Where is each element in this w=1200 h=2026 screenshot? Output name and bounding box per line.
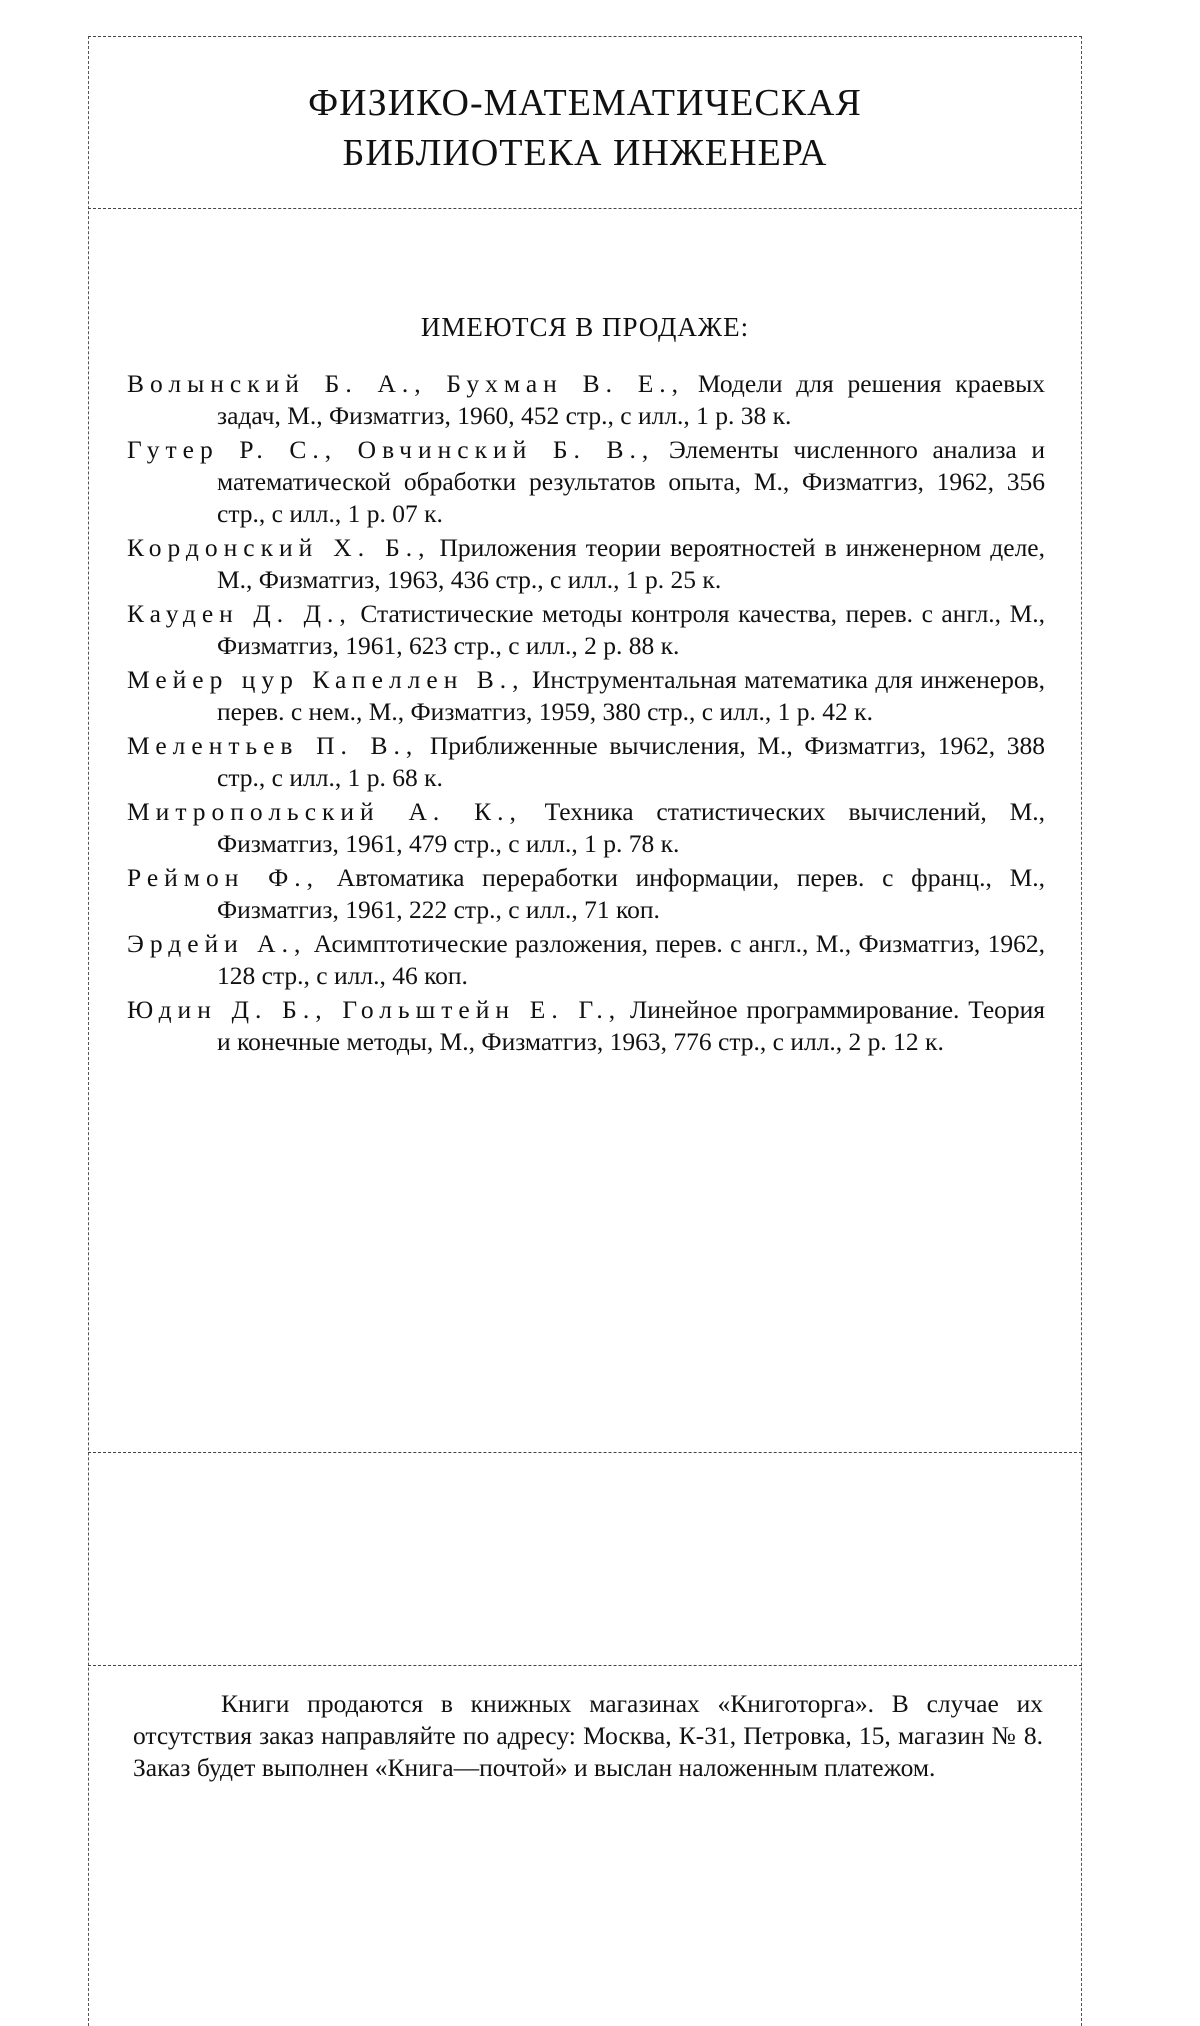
book-author: Гутер Р. С., Овчинский Б. В., <box>127 435 655 464</box>
book-details: Инструментальная математика для инженеров, перев. с нем., М., Физматгиз, 1959, 380 стр., с илл., 1 р. 42 к. <box>217 665 1046 726</box>
ordering-notice: Книги продаются в книжных магазинах «Книготорга». В случае их отсутствия заказ направляйте по адресу: Москва, К-31, Петровка, 15, магазин № 8. Заказ будет выполнен «Книга—почтой» и выслан наложенным платежом. <box>133 1689 1043 1782</box>
book-details: Модели для решения краевых задач, М., Физматгиз, 1960, 452 стр., с илл., 1 р. 38 к. <box>217 369 1045 430</box>
book-details: Приложения теории вероятностей в инженерном деле, М., Физматгиз, 1963, 436 стр., с илл., 1 р. 25 к. <box>217 533 1045 594</box>
book-author: Волынский Б. А., Бухман В. Е., <box>127 369 685 398</box>
book-author: Юдин Д. Б., Гольштейн Е. Г., <box>127 995 622 1024</box>
book-details: Автоматика переработки информации, перев. с франц., М., Физматгиз, 1961, 222 стр., с илл., 71 коп. <box>217 863 1046 924</box>
book-details: Элементы численного анализа и математической обработки результатов опыта, М., Физматгиз, 1962, 356 стр., с илл., 1 р. 07 к. <box>217 435 1045 528</box>
book-author: Реймон Ф., <box>127 863 320 892</box>
book-author: Мелентьев П. В., <box>127 731 419 760</box>
book-entry <box>127 532 1045 596</box>
book-entry <box>127 928 1045 992</box>
book-entry <box>127 994 1045 1058</box>
book-entry <box>127 664 1045 728</box>
frame-bottom-border <box>88 1665 1082 1666</box>
section-title: ИМЕЮТСЯ В ПРОДАЖЕ: <box>420 312 750 342</box>
book-entry <box>127 434 1045 530</box>
book-entry <box>127 730 1045 794</box>
footer-divider <box>88 1452 1082 1453</box>
book-details: Асимптотические разложения, перев. с англ., М., Физматгиз, 1962, 128 стр., с илл., 46 коп. <box>217 929 1046 990</box>
book-details: Приближенные вычисления, М., Физматгиз, 1962, 388 стр., с илл., 1 р. 68 к. <box>217 731 1046 792</box>
book-author: Кауден Д. Д., <box>127 599 352 628</box>
book-details: Линейное программирование. Теория и конечные методы, М., Физматгиз, 1963, 776 стр., с илл., 2 р. 12 к. <box>217 995 1046 1056</box>
title-line-2: БИБЛИОТЕКА ИНЖЕНЕРА <box>342 132 828 174</box>
book-entry <box>127 862 1045 926</box>
book-author: Кордонский Х. Б., <box>127 533 431 562</box>
book-list <box>127 368 1045 1060</box>
book-author: Эрдейи А., <box>127 929 307 958</box>
book-details: Техника статистических вычислений, М., Физматгиз, 1961, 479 стр., с илл., 1 р. 78 к. <box>217 797 1046 858</box>
page-title <box>88 78 1082 178</box>
book-entry <box>127 796 1045 860</box>
header-divider <box>88 208 1082 209</box>
book-details: Статистические методы контроля качества, перев. с англ., М., Физматгиз, 1961, 623 стр., с илл., 2 р. 88 к. <box>217 599 1046 660</box>
title-line-1: ФИЗИКО-МАТЕМАТИЧЕСКАЯ <box>308 82 862 124</box>
book-author: Мейер цур Капеллен В., <box>127 665 525 694</box>
book-author: Митропольский А. К., <box>127 797 522 826</box>
book-entry <box>127 598 1045 662</box>
book-entry <box>127 368 1045 432</box>
frame-top-border <box>88 36 1082 37</box>
